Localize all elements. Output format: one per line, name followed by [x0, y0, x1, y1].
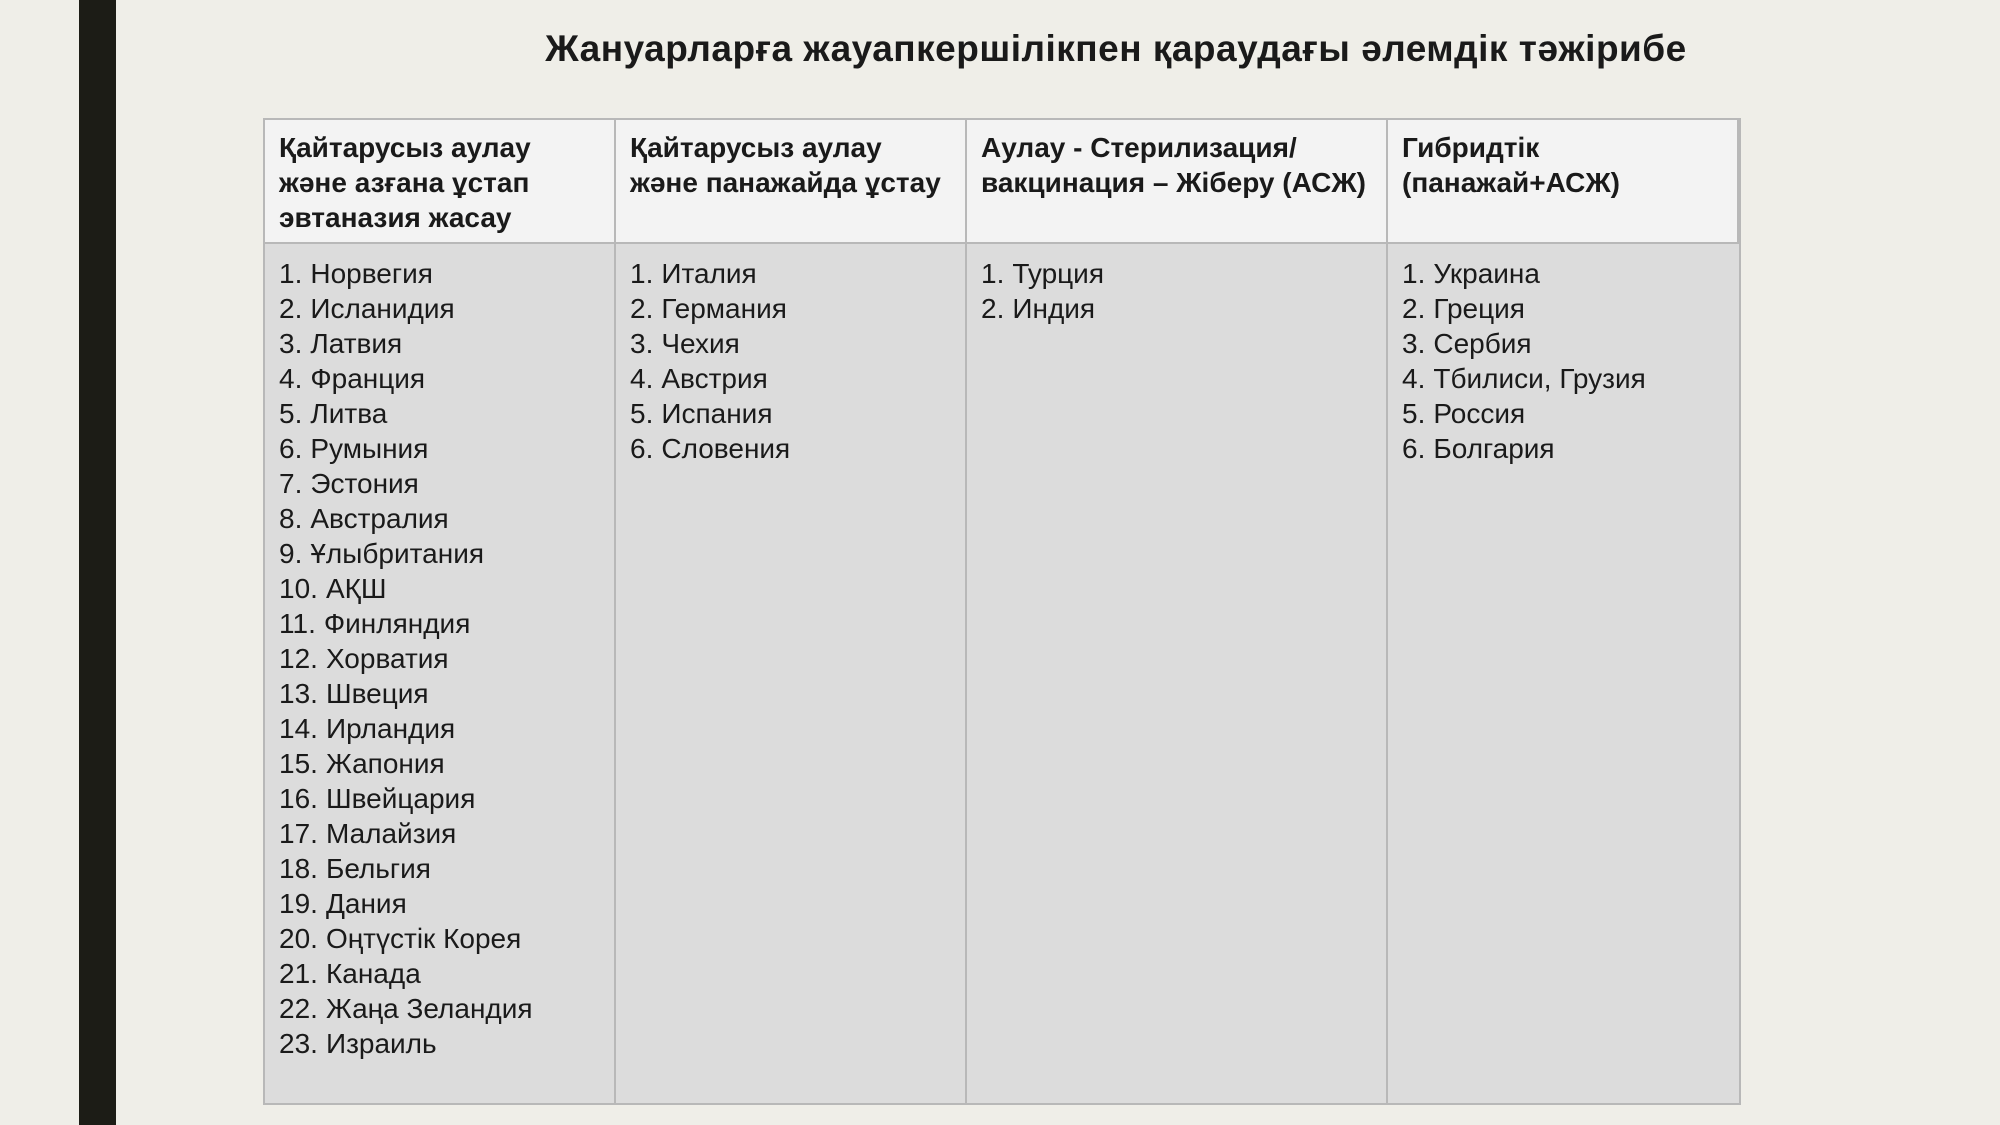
list-item-number: 16. [279, 783, 318, 814]
column-body-2 [616, 244, 967, 1103]
country-list [279, 256, 600, 1061]
country-name: Латвия [310, 328, 403, 359]
country-name: Оңтүстік Корея [325, 923, 522, 954]
country-list-item [1402, 291, 1725, 326]
country-name: Турция [1012, 258, 1104, 289]
country-name: Чехия [661, 328, 740, 359]
country-list-item [279, 851, 600, 886]
country-name: Австрия [661, 363, 768, 394]
list-item-number: 2. [981, 293, 1005, 324]
country-name: Ұлыбритания [310, 538, 484, 569]
country-list-item [630, 291, 951, 326]
country-list-item [630, 326, 951, 361]
country-name: Россия [1433, 398, 1526, 429]
slide-side-bar [79, 0, 116, 1125]
country-list-item [279, 361, 600, 396]
country-list-item [279, 396, 600, 431]
column-header-4: Гибридтік (панажай+АСЖ) [1388, 120, 1739, 244]
list-item-number: 19. [279, 888, 318, 919]
country-list [1402, 256, 1725, 466]
list-item-number: 18. [279, 853, 318, 884]
country-name: Ирландия [325, 713, 456, 744]
country-list-item [279, 291, 600, 326]
country-name: Сербия [1433, 328, 1532, 359]
country-name: Бельгия [325, 853, 431, 884]
list-item-number: 4. [1402, 363, 1426, 394]
list-item-number: 7. [279, 468, 303, 499]
country-list-item [981, 256, 1372, 291]
country-list-item [279, 571, 600, 606]
country-list-item [630, 396, 951, 431]
list-item-number: 3. [630, 328, 654, 359]
list-item-number: 22. [279, 993, 318, 1024]
country-name: Канада [325, 958, 421, 989]
country-list-item [279, 431, 600, 466]
country-name: Малайзия [325, 818, 457, 849]
list-item-number: 3. [1402, 328, 1426, 359]
list-item-number: 11. [279, 608, 316, 639]
list-item-number: 9. [279, 538, 303, 569]
list-item-number: 6. [630, 433, 654, 464]
country-list-item [279, 326, 600, 361]
column-body-1 [265, 244, 616, 1103]
country-name: Испания [661, 398, 773, 429]
country-name: Швейцария [325, 783, 476, 814]
list-item-number: 1. [279, 258, 303, 289]
country-list-item [279, 746, 600, 781]
country-name: Литва [310, 398, 388, 429]
country-list-item [279, 536, 600, 571]
country-name: Франция [310, 363, 426, 394]
country-name: Эстония [310, 468, 419, 499]
country-list-item [1402, 326, 1725, 361]
list-item-number: 1. [981, 258, 1005, 289]
country-list-item [1402, 431, 1725, 466]
list-item-number: 17. [279, 818, 318, 849]
country-list-item [630, 361, 951, 396]
country-list-item [279, 641, 600, 676]
country-list-item [630, 256, 951, 291]
country-name: Израиль [325, 1028, 437, 1059]
column-header-1: Қайтарусыз аулау және азғана ұстап эвтаназия жасау [265, 120, 616, 244]
country-list-item [279, 466, 600, 501]
list-item-number: 2. [630, 293, 654, 324]
country-list-item [279, 676, 600, 711]
country-list-item [981, 291, 1372, 326]
slide-title: Жануарларға жауапкершілікпен қараудағы әлемдік тәжірибе [545, 28, 1687, 69]
country-name: Тбилиси, Грузия [1433, 363, 1646, 394]
list-item-number: 21. [279, 958, 318, 989]
country-list-item [279, 256, 600, 291]
list-item-number: 1. [1402, 258, 1426, 289]
list-item-number: 8. [279, 503, 303, 534]
country-list-item [279, 606, 600, 641]
country-list-item [279, 956, 600, 991]
country-list-item [1402, 256, 1725, 291]
list-item-number: 15. [279, 748, 318, 779]
country-list-item [1402, 361, 1725, 396]
country-list-item [279, 1026, 600, 1061]
country-list [981, 256, 1372, 326]
country-name: Исланидия [310, 293, 455, 324]
country-name: Норвегия [310, 258, 433, 289]
country-name: Словения [661, 433, 791, 464]
country-list-item [1402, 396, 1725, 431]
list-item-number: 5. [279, 398, 303, 429]
country-list-item [630, 431, 951, 466]
list-item-number: 1. [630, 258, 654, 289]
country-list-item [279, 886, 600, 921]
country-name: Греция [1433, 293, 1525, 324]
country-list [630, 256, 951, 466]
list-item-number: 6. [279, 433, 303, 464]
country-name: Болгария [1433, 433, 1555, 464]
column-body-4 [1388, 244, 1739, 1103]
list-item-number: 2. [279, 293, 303, 324]
list-item-number: 4. [630, 363, 654, 394]
country-name: Германия [661, 293, 787, 324]
country-name: Индия [1012, 293, 1096, 324]
list-item-number: 20. [279, 923, 318, 954]
list-item-number: 3. [279, 328, 303, 359]
country-name: Австралия [310, 503, 449, 534]
column-header-2: Қайтарусыз аулау және панажайда ұстау [616, 120, 967, 244]
countries-table [263, 118, 1741, 1105]
country-list-item [279, 991, 600, 1026]
list-item-number: 2. [1402, 293, 1426, 324]
country-list-item [279, 921, 600, 956]
list-item-number: 13. [279, 678, 318, 709]
list-item-number: 12. [279, 643, 318, 674]
country-name: Румыния [310, 433, 429, 464]
country-name: Италия [661, 258, 757, 289]
country-name: Дания [325, 888, 407, 919]
list-item-number: 23. [279, 1028, 318, 1059]
country-name: Украина [1433, 258, 1540, 289]
list-item-number: 5. [1402, 398, 1426, 429]
country-list-item [279, 711, 600, 746]
country-name: АҚШ [325, 573, 387, 604]
country-name: Хорватия [325, 643, 449, 674]
country-list-item [279, 816, 600, 851]
country-name: Швеция [325, 678, 429, 709]
list-item-number: 6. [1402, 433, 1426, 464]
list-item-number: 14. [279, 713, 318, 744]
list-item-number: 4. [279, 363, 303, 394]
country-name: Жапония [325, 748, 445, 779]
country-name: Жаңа Зеландия [325, 993, 533, 1024]
country-list-item [279, 501, 600, 536]
country-list-item [279, 781, 600, 816]
list-item-number: 10. [279, 573, 318, 604]
country-name: Финляндия [323, 608, 471, 639]
column-header-3: Аулау - Стерилизация/вакцинация – Жіберу (АСЖ) [967, 120, 1388, 244]
list-item-number: 5. [630, 398, 654, 429]
column-body-3 [967, 244, 1388, 1103]
